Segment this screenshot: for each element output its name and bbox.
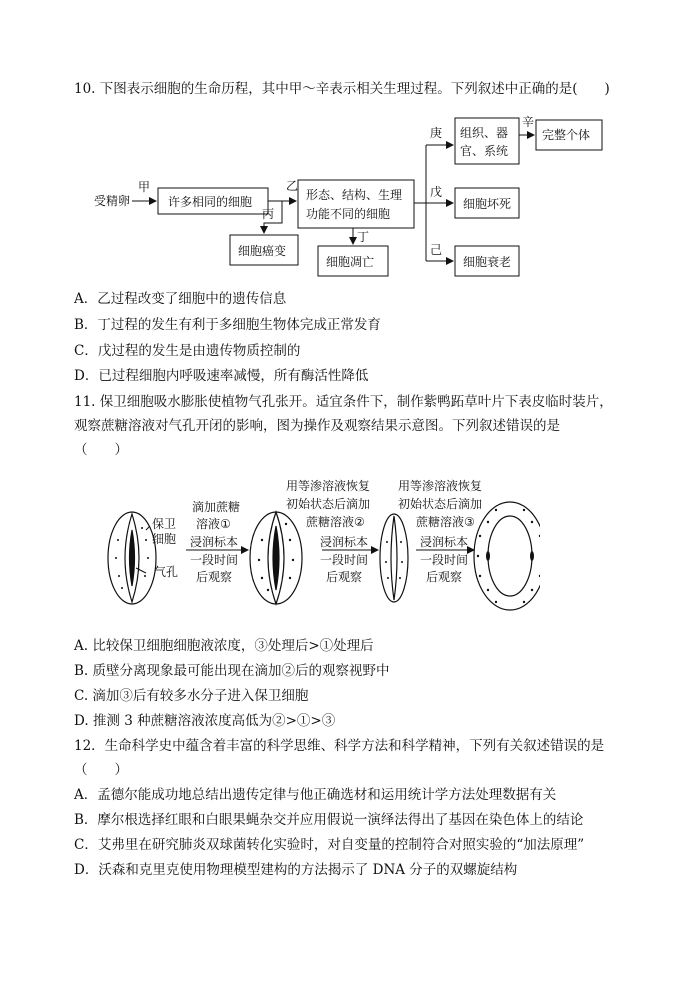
step2-bottom-line1: 浸润标本 (320, 535, 369, 549)
step1-line5: 后观察 (196, 570, 233, 584)
label-bing: 丙 (262, 207, 275, 221)
label-yi: 乙 (286, 179, 299, 193)
label-guard-cell-2: 细胞 (152, 532, 177, 546)
q10-option-b: B．丁过程的发生有利于多细胞生物体完成正常发育 (74, 317, 381, 333)
step3-bottom-line1: 浸润标本 (420, 535, 469, 549)
q11-option-a: A. 比较保卫细胞细胞液浓度，③处理后>①处理后 (74, 638, 374, 654)
label-zygote: 受精卵 (94, 194, 131, 208)
step3-top-line3: 蔗糖溶液③ (416, 515, 475, 529)
text-tissue-2: 官、系统 (460, 144, 509, 158)
q12-stem: 12．生命科学史中蕴含着丰富的科学思维、科学方法和科学精神，下列有关叙述错误的是 (74, 738, 605, 754)
stoma-after-2 (380, 514, 408, 602)
text-cancer: 细胞癌变 (238, 244, 287, 258)
step2-top-line3: 蔗糖溶液② (306, 515, 365, 529)
text-apoptosis: 细胞凋亡 (326, 255, 375, 269)
q11-option-c: C. 滴加③后有较多水分子进入保卫细胞 (74, 688, 309, 704)
step3-top-line2: 初始状态后滴加 (398, 497, 483, 511)
label-stoma-pore: 气孔 (154, 565, 179, 579)
text-individual: 完整个体 (542, 128, 591, 142)
step3-bottom-line3: 后观察 (426, 570, 463, 584)
q11-option-b: B. 质壁分离现象最可能出现在滴加②后的观察视野中 (74, 663, 390, 679)
label-guard-cell-1: 保卫 (152, 517, 177, 531)
step3-bottom-line2: 一段时间 (420, 553, 469, 567)
q11-stem-line1: 11. 保卫细胞吸水膨胀使植物气孔张开。适宜条件下，制作紫鸭跖草叶片下表皮临时装片， (74, 394, 613, 410)
step1-line1: 滴加蔗糖 (192, 500, 241, 514)
text-aging: 细胞衰老 (463, 255, 512, 269)
q10-stem: 10. 下图表示细胞的生命历程，其中甲～辛表示相关生理过程。下列叙述中正确的是( ) (74, 81, 610, 97)
stoma-after-1 (250, 512, 302, 604)
q10-option-a: A．乙过程改变了细胞中的遗传信息 (74, 291, 287, 307)
q10-option-d: D．已过程细胞内呼吸速率减慢，所有酶活性降低 (74, 368, 369, 384)
q10-option-c: C．戊过程的发生是由遗传物质控制的 (74, 343, 301, 359)
label-ji: 己 (430, 243, 443, 257)
step1-line2: 溶液① (196, 517, 231, 531)
stomata-diagram (100, 478, 540, 613)
cell-life-history-diagram (90, 115, 630, 285)
step2-bottom-line2: 一段时间 (320, 553, 369, 567)
q12-option-c: C．艾弗里在研究肺炎双球菌转化实验时，对自变量的控制符合对照实验的“加法原理” (74, 837, 585, 853)
step2-bottom-line3: 后观察 (326, 570, 363, 584)
q12-option-d: D．沃森和克里克使用物理模型建构的方法揭示了 DNA 分子的双螺旋结构 (74, 862, 518, 878)
label-ding: 丁 (357, 230, 370, 244)
text-many-cells: 许多相同的细胞 (168, 195, 253, 209)
text-tissue-1: 组织、器 (460, 126, 509, 140)
text-necrosis: 细胞坏死 (463, 197, 512, 211)
q11-stem-line2: 观察蔗糖溶液对气孔开闭的影响，图为操作及观察结果示意图。下列叙述错误的是 (74, 418, 560, 434)
q12-option-a: A．孟德尔能成功地总结出遗传定律与他正确选材和运用统计学方法处理数据有关 (74, 787, 557, 803)
label-wu: 戊 (430, 185, 443, 199)
label-xin: 辛 (522, 115, 535, 129)
step1-line3: 浸润标本 (190, 535, 239, 549)
label-jia: 甲 (138, 180, 151, 194)
step1-line4: 一段时间 (190, 553, 239, 567)
step2-top-line1: 用等渗溶液恢复 (286, 479, 371, 493)
text-diff-1: 形态、结构、生理 (306, 188, 403, 202)
step2-top-line2: 初始状态后滴加 (286, 497, 371, 511)
q11-answer-paren: （ ） (74, 442, 128, 458)
label-geng: 庚 (430, 126, 443, 140)
q12-answer-paren: （ ） (74, 762, 128, 778)
text-diff-2: 功能不同的细胞 (306, 207, 391, 221)
q12-option-b: B．摩尔根选择红眼和白眼果蝇杂交并应用假说一演绎法得出了基因在染色体上的结论 (74, 812, 584, 828)
q11-option-d: D. 推测 3 种蔗糖溶液浓度高低为②>①>③ (74, 713, 336, 729)
step3-top-line1: 用等渗溶液恢复 (398, 479, 483, 493)
